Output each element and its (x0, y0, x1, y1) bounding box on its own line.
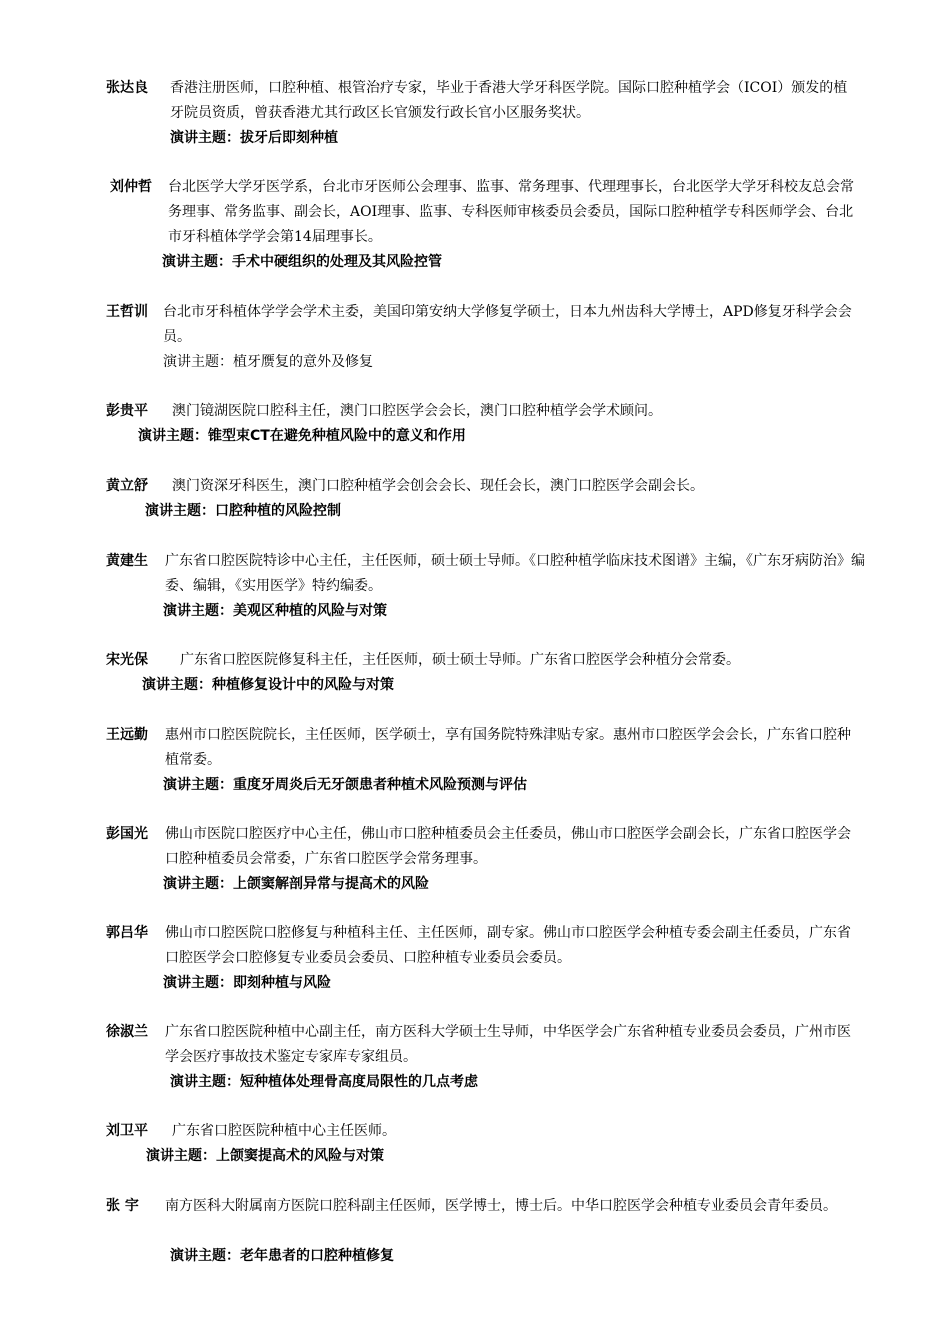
topic-label: 演讲主题： (162, 254, 232, 270)
speaker-name: 张 宇 (106, 1198, 139, 1214)
topic-title: 重度牙周炎后无牙颌患者种植术风险预测与评估 (233, 777, 527, 793)
topic-label: 演讲主题： (146, 1148, 216, 1164)
speaker-bio: 南方医科大附属南方医院口腔科副主任医师，医学博士，博士后。中华口腔医学会种植专业委员会青年委员。 (165, 1198, 837, 1214)
topic-label: 演讲主题： (138, 428, 208, 444)
topic-label: 演讲主题： (170, 1074, 240, 1090)
speaker-bio: 佛山市医院口腔医疗中心主任，佛山市口腔种植委员会主任委员，佛山市口腔医学会副会长，广东省口腔医学会口腔种植委员会常委，广东省口腔医学会常务理事。 (165, 826, 851, 867)
speaker-name: 黄建生 (106, 553, 148, 569)
speaker-topic (170, 1070, 478, 1095)
speaker-name: 黄立舒 (106, 478, 148, 494)
speaker-bio: 澳门资深牙科医生，澳门口腔种植学会创会会长、现任会长，澳门口腔医学会副会长。 (172, 478, 704, 494)
speaker-bio: 香港注册医师，口腔种植、根管治疗专家，毕业于香港大学牙科医学院。国际口腔种植学会（ICOI）颁发的植牙院员资质，曾获香港尤其行政区长官颁发行政长官小区服务奖状。 (170, 80, 848, 121)
speaker-bio: 台北市牙科植体学学会学术主委，美国印第安纳大学修复学硕士，日本九州齿科大学博士，APD修复牙科学会会员。 (163, 304, 852, 345)
topic-label: 演讲主题： (163, 876, 233, 892)
speaker-name: 郭吕华 (106, 925, 148, 941)
speaker-topic (170, 126, 338, 151)
speaker-name: 张达良 (106, 80, 148, 96)
speaker-name: 宋光保 (106, 652, 148, 668)
topic-label: 演讲主题： (170, 1248, 240, 1264)
speaker-topic (138, 424, 466, 449)
speaker-topic (163, 773, 527, 798)
topic-title: 短种植体处理骨高度局限性的几点考虑 (240, 1074, 478, 1090)
speaker-name: 彭国光 (106, 826, 148, 842)
speaker-bio: 澳门镜湖医院口腔科主任，澳门口腔医学会会长，澳门口腔种植学会学术顾问。 (172, 403, 662, 419)
topic-title: 拔牙后即刻种植 (240, 130, 338, 146)
speaker-topic (163, 599, 387, 624)
topic-label: 演讲主题： (163, 354, 233, 370)
topic-title: 口腔种植的风险控制 (215, 503, 341, 519)
topic-label: 演讲主题： (142, 677, 212, 693)
speaker-name: 刘仲哲 (110, 179, 152, 195)
speaker-topic (142, 673, 394, 698)
speaker-bio: 惠州市口腔医院院长，主任医师，医学硕士，享有国务院特殊津贴专家。惠州市口腔医学会会长，广东省口腔种植常委。 (165, 727, 851, 768)
speaker-topic (162, 250, 442, 275)
topic-label: 演讲主题： (163, 975, 233, 991)
topic-title: 即刻种植与风险 (233, 975, 331, 991)
speaker-topic (163, 350, 373, 375)
speaker-bio: 广东省口腔医院特诊中心主任，主任医师，硕士硕士导师。《口腔种植学临床技术图谱》主编，《广东牙病防治》编委、编辑，《实用医学》特约编委。 (165, 553, 865, 594)
speaker-name: 徐淑兰 (106, 1024, 148, 1040)
topic-label: 演讲主题： (163, 777, 233, 793)
topic-title: 美观区种植的风险与对策 (233, 603, 387, 619)
topic-title: 植牙赝复的意外及修复 (233, 354, 373, 370)
topic-label: 演讲主题： (170, 130, 240, 146)
speaker-bio: 广东省口腔医院种植中心主任医师。 (172, 1123, 396, 1139)
speaker-topic (163, 872, 429, 897)
speaker-topic (170, 1244, 394, 1269)
topic-title: 手术中硬组织的处理及其风险控管 (232, 254, 442, 270)
speaker-topic (145, 499, 341, 524)
topic-label: 演讲主题： (145, 503, 215, 519)
topic-label: 演讲主题： (163, 603, 233, 619)
speaker-name: 刘卫平 (106, 1123, 148, 1139)
topic-title: 老年患者的口腔种植修复 (240, 1248, 394, 1264)
speaker-name: 王远勤 (106, 727, 148, 743)
speaker-bio: 广东省口腔医院修复科主任，主任医师，硕士硕士导师。广东省口腔医学会种植分会常委。 (180, 652, 740, 668)
speaker-topic (146, 1144, 384, 1169)
topic-title: 种植修复设计中的风险与对策 (212, 677, 394, 693)
speaker-bio: 台北医学大学牙医学系，台北市牙医师公会理事、监事、常务理事、代理理事长，台北医学大学牙科校友总会常务理事、常务监事、副会长，AOI理事、监事、专科医师审核委员会委员，国际口腔种植学专科医师学会、台北市牙科植体学学会第14届理事长。 (168, 179, 854, 245)
topic-title: 上颌窦解剖异常与提高术的风险 (233, 876, 429, 892)
speaker-name: 彭贵平 (106, 403, 148, 419)
topic-title: 锥型束CT在避免种植风险中的意义和作用 (208, 428, 466, 444)
speaker-name: 王哲训 (106, 304, 148, 320)
speaker-bio: 广东省口腔医院种植中心副主任，南方医科大学硕士生导师，中华医学会广东省种植专业委员会委员，广州市医学会医疗事故技术鉴定专家库专家组员。 (165, 1024, 851, 1065)
speaker-topic (163, 971, 331, 996)
topic-title: 上颌窦提高术的风险与对策 (216, 1148, 384, 1164)
speaker-bio: 佛山市口腔医院口腔修复与种植科主任、主任医师，副专家。佛山市口腔医学会种植专委会副主任委员，广东省口腔医学会口腔修复专业委员会委员、口腔种植专业委员会委员。 (165, 925, 851, 966)
